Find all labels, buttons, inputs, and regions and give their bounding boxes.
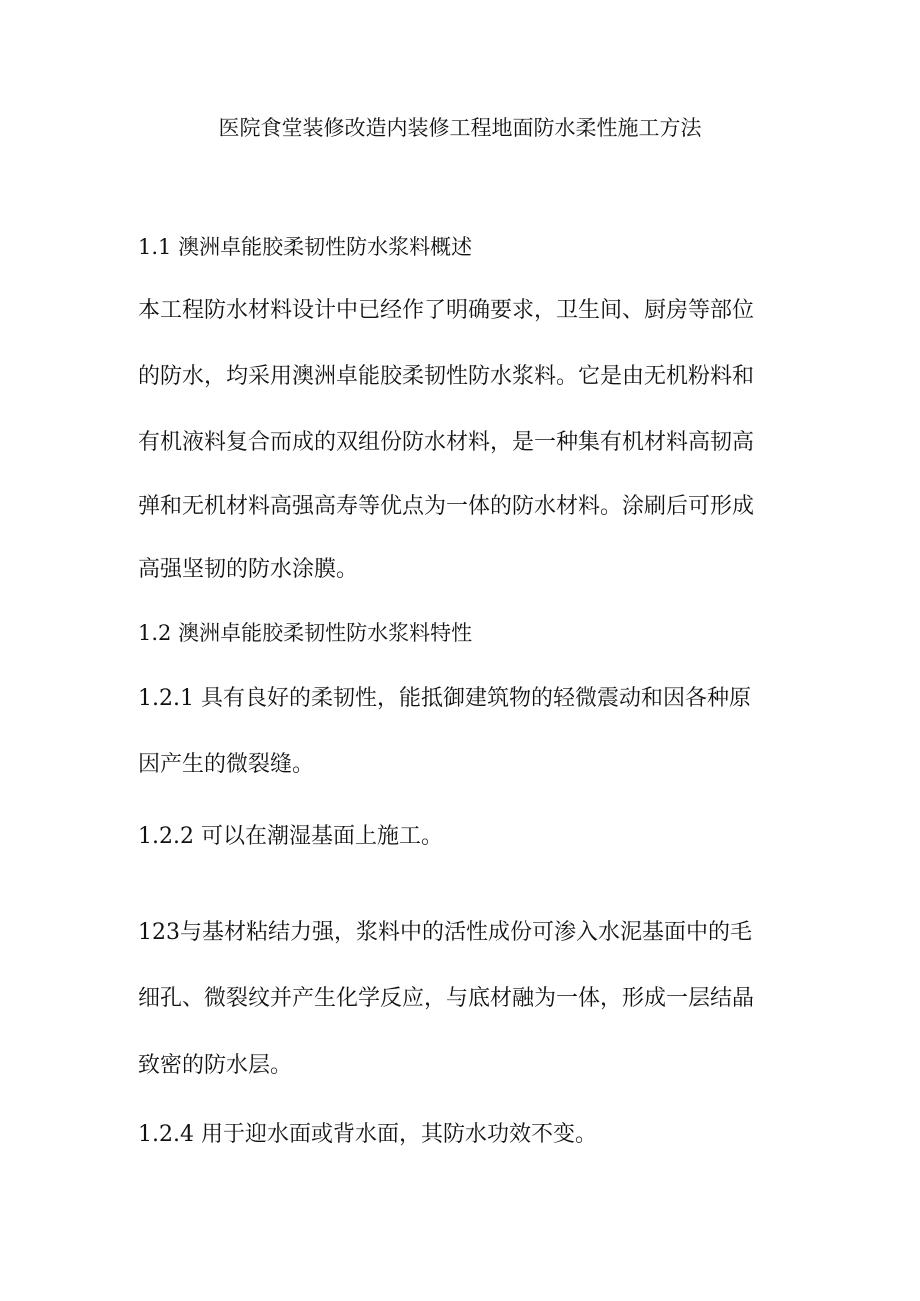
section-1-1-paragraph-line-2: 的防水，均采用澳洲卓能胶柔韧性防水浆料。它是由无机粉料和 [138,364,755,389]
item-1-2-3-line-2: 细孔、微裂纹并产生化学反应，与底材融为一体，形成一层结晶 [138,986,755,1011]
section-1-2-heading: 1.2 澳洲卓能胶柔韧性防水浆料特性 [138,621,473,645]
section-1-1-paragraph-line-3: 有机液料复合而成的双组份防水材料，是一种集有机材料高韧高 [138,430,755,455]
item-1-2-4-line-1: 1.2.4 用于迎水面或背水面，其防水功效不变。 [138,1122,597,1147]
section-1-1-paragraph-line-1: 本工程防水材料设计中已经作了明确要求，卫生间、厨房等部位 [138,298,755,323]
section-1-1-paragraph-line-5: 高强坚韧的防水涂膜。 [138,557,359,582]
item-1-2-3-line-1: 123与基材粘结力强，浆料中的活性成份可渗入水泥基面中的毛 [138,920,752,945]
item-1-2-1-line-2: 因产生的微裂缝。 [138,752,315,777]
section-1-1-heading: 1.1 澳洲卓能胶柔韧性防水浆料概述 [138,235,473,259]
item-1-2-1-line-1: 1.2.1 具有良好的柔韧性，能抵御建筑物的轻微震动和因各种原 [138,686,751,711]
document-title: 医院食堂装修改造内装修工程地面防水柔性施工方法 [218,116,702,140]
item-1-2-3-line-3: 致密的防水层。 [138,1053,293,1078]
section-1-1-paragraph-line-4: 弹和无机材料高强高寿等优点为一体的防水材料。涂刷后可形成 [138,494,755,519]
item-1-2-2-line-1: 1.2.2 可以在潮湿基面上施工。 [138,824,443,849]
